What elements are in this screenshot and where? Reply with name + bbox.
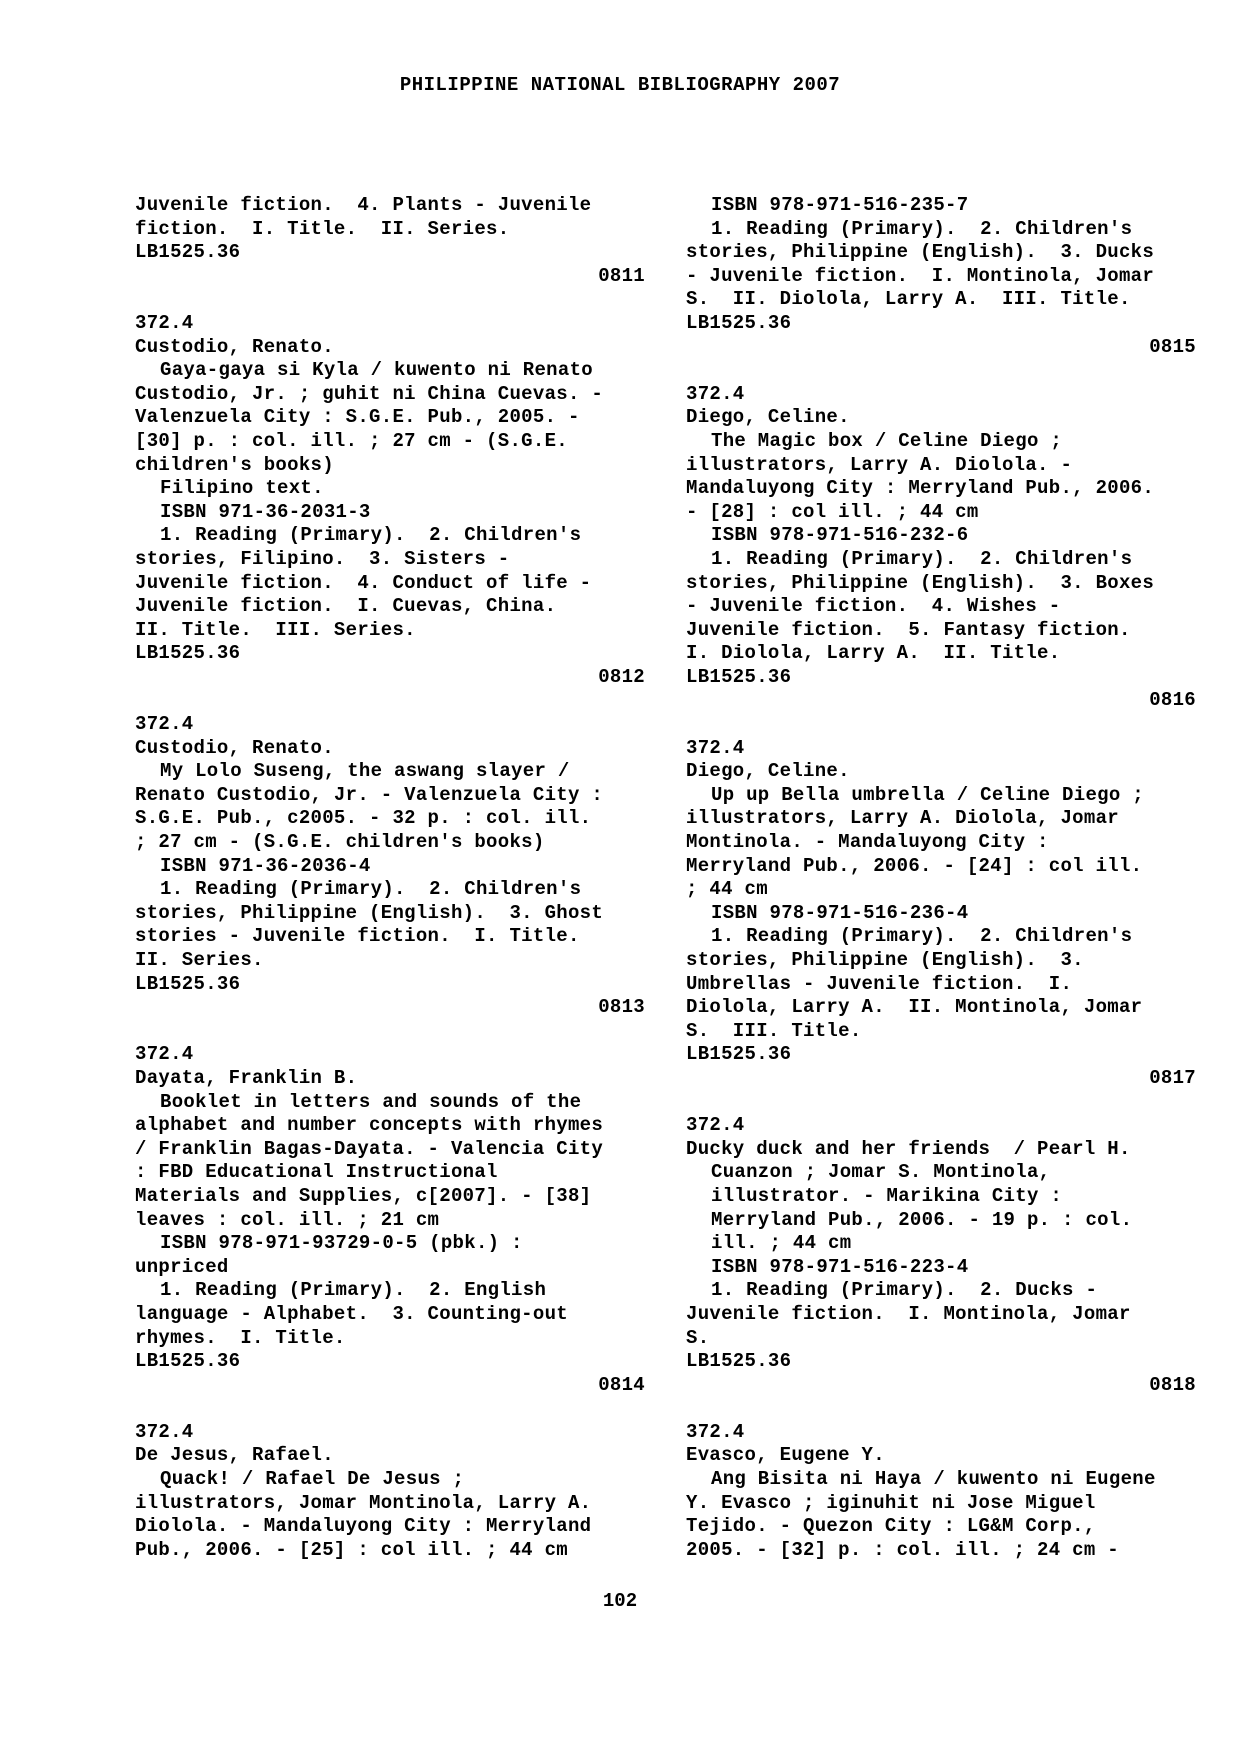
text-line: children's books) xyxy=(135,453,334,476)
text-line: 1. Reading (Primary). 2. Children's xyxy=(711,547,1133,570)
text-line: The Magic box / Celine Diego ; xyxy=(711,429,1063,452)
text-line: LB1525.36 xyxy=(135,241,241,264)
text-line: illustrators, Larry A. Diolola, Jomar xyxy=(686,807,1119,830)
text-line: LB1525.36 xyxy=(135,1350,241,1373)
blank-line xyxy=(135,689,645,713)
text-line: 1. Reading (Primary). 2. Children's xyxy=(160,524,582,547)
entry-number: 0813 xyxy=(598,996,645,1019)
text-line: stories - Juvenile fiction. I. Title. xyxy=(135,925,580,948)
entry-number: 0817 xyxy=(1149,1066,1196,1089)
text-line: 372.4 xyxy=(135,1043,194,1066)
text-line: ill. ; 44 cm xyxy=(711,1232,852,1255)
text-line: Diolola, Larry A. II. Montinola, Jomar xyxy=(686,996,1143,1019)
text-line: : FBD Educational Instructional xyxy=(135,1161,498,1184)
text-line: - Juvenile fiction. I. Montinola, Jomar xyxy=(686,264,1155,287)
text-line: Mandaluyong City : Merryland Pub., 2006. xyxy=(686,477,1155,500)
blank-line xyxy=(686,1091,1196,1115)
text-line: Custodio, Renato. xyxy=(135,335,334,358)
text-line: Dayata, Franklin B. xyxy=(135,1066,358,1089)
text-line: Juvenile fiction. I. Montinola, Jomar xyxy=(686,1302,1131,1325)
text-line: stories, Filipino. 3. Sisters - xyxy=(135,547,510,570)
text-line: S.G.E. Pub., c2005. - 32 p. : col. ill. xyxy=(135,807,592,830)
text-line: Juvenile fiction. 5. Fantasy fiction. xyxy=(686,618,1131,641)
text-line: Merryland Pub., 2006. - 19 p. : col. xyxy=(711,1208,1133,1231)
text-line: fiction. I. Title. II. Series. xyxy=(135,217,510,240)
entry-number: 0815 xyxy=(1149,335,1196,358)
text-line: alphabet and number concepts with rhymes xyxy=(135,1114,604,1137)
text-line: illustrators, Larry A. Diolola. - xyxy=(686,453,1073,476)
text-line: stories, Philippine (English). 3. Ducks xyxy=(686,241,1155,264)
text-line: stories, Philippine (English). 3. xyxy=(686,949,1084,971)
text-line: 1. Reading (Primary). 2. English xyxy=(160,1279,547,1302)
text-line: illustrators, Jomar Montinola, Larry A. xyxy=(135,1491,592,1514)
text-line: ISBN 978-971-93729-0-5 (pbk.) : xyxy=(160,1232,523,1255)
text-line: De Jesus, Rafael. xyxy=(135,1444,334,1467)
text-line: 372.4 xyxy=(686,736,745,759)
text-line: 372.4 xyxy=(686,382,745,405)
text-line: 372.4 xyxy=(686,1114,745,1137)
blank-line xyxy=(135,1397,645,1421)
text-line: 1. Reading (Primary). 2. Ducks - xyxy=(711,1279,1098,1302)
text-line: S. III. Title. xyxy=(686,1019,862,1042)
text-line: Ang Bisita ni Haya / kuwento ni Eugene xyxy=(711,1468,1156,1491)
text-line: ISBN 978-971-516-235-7 xyxy=(711,194,969,216)
text-line: Up up Bella umbrella / Celine Diego ; xyxy=(711,783,1144,806)
text-line: 2005. - [32] p. : col. ill. ; 24 cm - xyxy=(686,1538,1119,1561)
text-line: II. Title. III. Series. xyxy=(135,618,416,641)
text-line: [30] p. : col. ill. ; 27 cm - (S.G.E. xyxy=(135,429,568,452)
text-line: 1. Reading (Primary). 2. Children's xyxy=(711,217,1133,240)
text-line: Custodio, Renato. xyxy=(135,736,334,759)
text-line: LB1525.36 xyxy=(686,665,792,688)
text-line: Booklet in letters and sounds of the xyxy=(160,1090,582,1113)
text-line: Diego, Celine. xyxy=(686,760,850,783)
entry-number: 0811 xyxy=(598,264,645,287)
text-line: S. II. Diolola, Larry A. III. Title. xyxy=(686,288,1131,311)
right-column xyxy=(686,194,1196,1562)
text-line: LB1525.36 xyxy=(686,1350,792,1373)
text-line: S. xyxy=(686,1326,710,1349)
text-line: Gaya-gaya si Kyla / kuwento ni Renato xyxy=(160,359,593,382)
text-line: - Juvenile fiction. 4. Wishes - xyxy=(686,595,1061,618)
text-line: ISBN 978-971-516-223-4 xyxy=(711,1255,969,1278)
text-line: illustrator. - Marikina City : xyxy=(711,1184,1063,1207)
text-line: LB1525.36 xyxy=(686,1043,792,1066)
blank-line xyxy=(135,1020,645,1044)
text-line: unpriced xyxy=(135,1255,229,1278)
text-line: ISBN 978-971-516-236-4 xyxy=(711,901,969,924)
entry-number: 0814 xyxy=(598,1373,645,1396)
text-line: stories, Philippine (English). 3. Boxes xyxy=(686,571,1155,594)
text-line: 1. Reading (Primary). 2. Children's xyxy=(160,878,582,901)
text-line: My Lolo Suseng, the aswang slayer / xyxy=(160,760,570,783)
text-line: Custodio, Jr. ; guhit ni China Cuevas. - xyxy=(135,382,604,405)
text-line: Pub., 2006. - [25] : col ill. ; 44 cm xyxy=(135,1538,568,1561)
text-line: II. Series. xyxy=(135,949,264,971)
entry-number: 0818 xyxy=(1149,1373,1196,1396)
text-line: ISBN 971-36-2031-3 xyxy=(160,500,371,523)
text-line: Y. Evasco ; iginuhit ni Jose Miguel xyxy=(686,1491,1096,1514)
text-line: leaves : col. ill. ; 21 cm xyxy=(135,1208,440,1231)
entry-number: 0816 xyxy=(1149,689,1196,712)
text-line: Umbrellas - Juvenile fiction. I. xyxy=(686,972,1073,995)
text-line: Ducky duck and her friends / Pearl H. xyxy=(686,1137,1131,1160)
blank-line xyxy=(686,713,1196,737)
text-line: language - Alphabet. 3. Counting-out xyxy=(135,1302,568,1325)
text-line: 372.4 xyxy=(135,1420,194,1443)
text-line: stories, Philippine (English). 3. Ghost xyxy=(135,901,604,924)
page-header-title: PHILIPPINE NATIONAL BIBLIOGRAPHY 2007 xyxy=(399,74,841,96)
blank-line xyxy=(686,359,1196,383)
text-line: Valenzuela City : S.G.E. Pub., 2005. - xyxy=(135,406,580,429)
text-line: Juvenile fiction. I. Cuevas, China. xyxy=(135,595,557,618)
text-line: I. Diolola, Larry A. II. Title. xyxy=(686,642,1061,665)
text-line: Filipino text. xyxy=(160,477,324,500)
text-line: Tejido. - Quezon City : LG&M Corp., xyxy=(686,1515,1096,1538)
blank-line xyxy=(686,1397,1196,1421)
text-line: 372.4 xyxy=(135,311,194,334)
text-line: Quack! / Rafael De Jesus ; xyxy=(160,1468,465,1491)
page-number: 102 xyxy=(602,1590,638,1612)
text-line: Juvenile fiction. 4. Conduct of life - xyxy=(135,571,592,594)
text-line: 372.4 xyxy=(135,713,194,736)
text-line: Montinola. - Mandaluyong City : xyxy=(686,831,1049,854)
text-line: 372.4 xyxy=(686,1420,745,1443)
text-line: 1. Reading (Primary). 2. Children's xyxy=(711,925,1133,948)
text-line: ; 44 cm xyxy=(686,878,768,901)
text-line: Diego, Celine. xyxy=(686,406,850,429)
left-column xyxy=(135,194,645,1562)
text-line: / Franklin Bagas-Dayata. - Valencia City xyxy=(135,1137,604,1160)
text-line: LB1525.36 xyxy=(135,642,241,665)
text-line: ISBN 978-971-516-232-6 xyxy=(711,524,969,547)
text-line: - [28] : col ill. ; 44 cm xyxy=(686,500,979,523)
text-line: Juvenile fiction. 4. Plants - Juvenile xyxy=(135,194,592,216)
text-line: LB1525.36 xyxy=(135,972,241,995)
text-line: rhymes. I. Title. xyxy=(135,1326,346,1349)
text-line: Materials and Supplies, c[2007]. - [38] xyxy=(135,1184,592,1207)
entry-number: 0812 xyxy=(598,665,645,688)
blank-line xyxy=(135,288,645,312)
text-line: Merryland Pub., 2006. - [24] : col ill. xyxy=(686,854,1143,877)
text-line: ; 27 cm - (S.G.E. children's books) xyxy=(135,831,545,854)
text-line: ISBN 971-36-2036-4 xyxy=(160,854,371,877)
text-line: Cuanzon ; Jomar S. Montinola, xyxy=(711,1161,1051,1184)
text-line: Renato Custodio, Jr. - Valenzuela City : xyxy=(135,783,604,806)
text-line: Diolola. - Mandaluyong City : Merryland xyxy=(135,1515,592,1538)
text-line: Evasco, Eugene Y. xyxy=(686,1444,885,1467)
text-line: LB1525.36 xyxy=(686,311,792,334)
